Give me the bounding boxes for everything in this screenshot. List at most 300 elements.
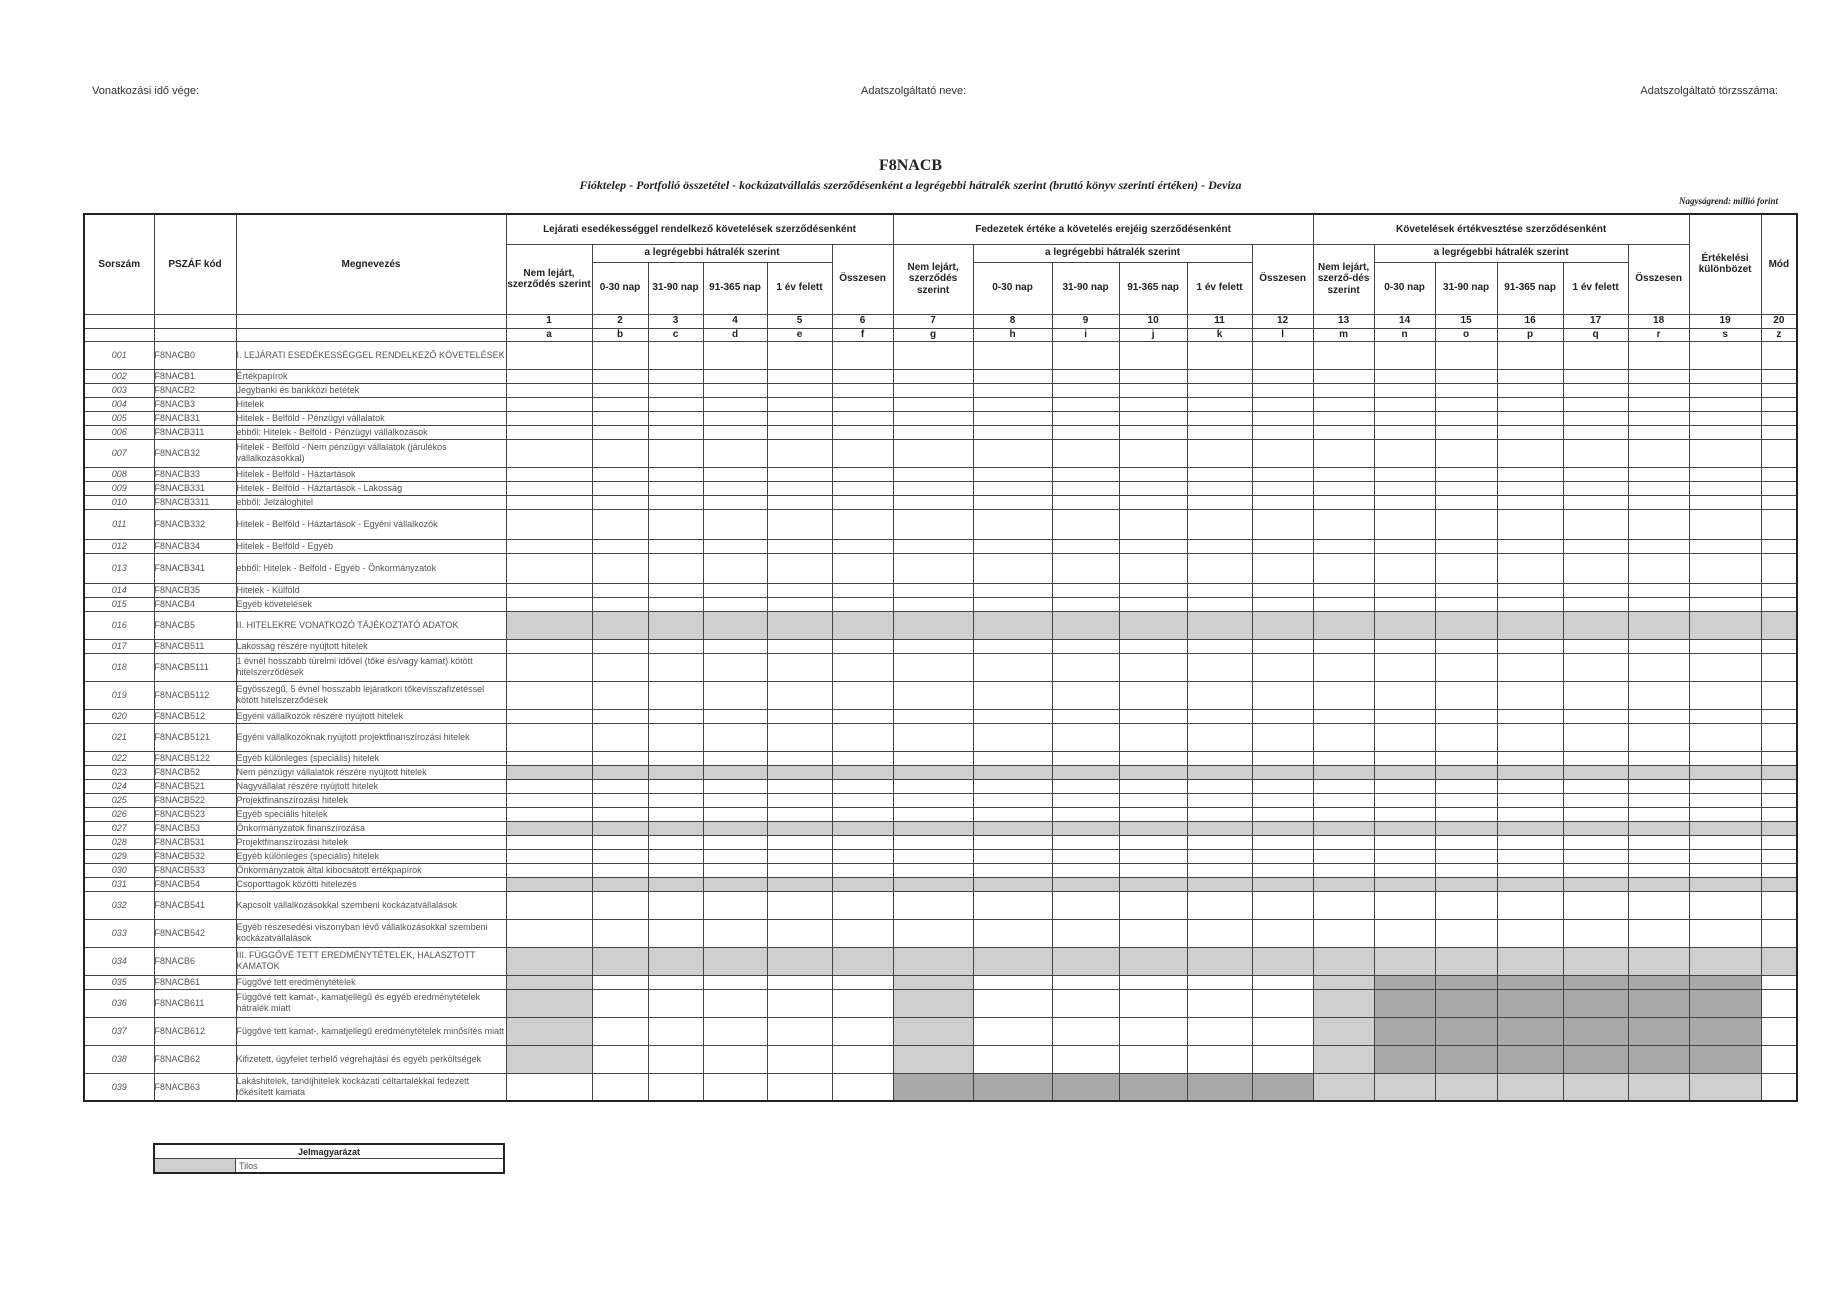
value-cell[interactable] xyxy=(592,509,648,539)
value-cell[interactable] xyxy=(592,597,648,611)
value-cell[interactable] xyxy=(1252,849,1313,863)
value-cell[interactable] xyxy=(1252,835,1313,849)
value-cell[interactable] xyxy=(1563,553,1628,583)
value-cell[interactable] xyxy=(832,751,893,765)
value-cell[interactable] xyxy=(1187,583,1252,597)
value-cell[interactable] xyxy=(1374,411,1435,425)
value-cell[interactable] xyxy=(832,1045,893,1073)
value-cell[interactable] xyxy=(1761,495,1797,509)
value-cell[interactable] xyxy=(506,863,592,877)
value-cell[interactable] xyxy=(1435,509,1497,539)
value-cell[interactable] xyxy=(703,779,767,793)
value-cell[interactable] xyxy=(1313,481,1374,495)
value-cell[interactable] xyxy=(832,975,893,989)
value-cell[interactable] xyxy=(1628,639,1689,653)
value-cell[interactable] xyxy=(1497,439,1563,467)
value-cell[interactable] xyxy=(506,383,592,397)
value-cell[interactable] xyxy=(1119,653,1187,681)
value-cell[interactable] xyxy=(1119,583,1187,597)
value-cell[interactable] xyxy=(592,989,648,1017)
value-cell[interactable] xyxy=(1374,369,1435,383)
value-cell[interactable] xyxy=(1689,849,1761,863)
value-cell[interactable] xyxy=(703,467,767,481)
value-cell[interactable] xyxy=(1252,539,1313,553)
value-cell[interactable] xyxy=(703,653,767,681)
value-cell[interactable] xyxy=(1563,481,1628,495)
value-cell[interactable] xyxy=(592,681,648,709)
value-cell[interactable] xyxy=(1313,639,1374,653)
value-cell[interactable] xyxy=(1187,807,1252,821)
value-cell[interactable] xyxy=(1187,509,1252,539)
value-cell[interactable] xyxy=(1689,467,1761,481)
value-cell[interactable] xyxy=(1497,863,1563,877)
value-cell[interactable] xyxy=(1119,891,1187,919)
value-cell[interactable] xyxy=(592,975,648,989)
value-cell[interactable] xyxy=(1313,467,1374,481)
value-cell[interactable] xyxy=(1628,383,1689,397)
value-cell[interactable] xyxy=(1187,341,1252,369)
value-cell[interactable] xyxy=(1761,539,1797,553)
value-cell[interactable] xyxy=(1497,383,1563,397)
value-cell[interactable] xyxy=(832,341,893,369)
value-cell[interactable] xyxy=(1689,723,1761,751)
value-cell[interactable] xyxy=(1563,509,1628,539)
value-cell[interactable] xyxy=(592,439,648,467)
value-cell[interactable] xyxy=(893,439,973,467)
value-cell[interactable] xyxy=(1689,779,1761,793)
value-cell[interactable] xyxy=(1435,439,1497,467)
value-cell[interactable] xyxy=(703,1073,767,1101)
value-cell[interactable] xyxy=(1497,583,1563,597)
value-cell[interactable] xyxy=(1374,539,1435,553)
value-cell[interactable] xyxy=(1628,807,1689,821)
value-cell[interactable] xyxy=(1052,849,1119,863)
value-cell[interactable] xyxy=(1563,383,1628,397)
value-cell[interactable] xyxy=(592,383,648,397)
value-cell[interactable] xyxy=(648,583,703,597)
value-cell[interactable] xyxy=(1187,467,1252,481)
value-cell[interactable] xyxy=(1689,383,1761,397)
value-cell[interactable] xyxy=(1497,539,1563,553)
value-cell[interactable] xyxy=(1374,509,1435,539)
value-cell[interactable] xyxy=(506,751,592,765)
value-cell[interactable] xyxy=(1052,807,1119,821)
value-cell[interactable] xyxy=(1374,583,1435,597)
value-cell[interactable] xyxy=(592,341,648,369)
value-cell[interactable] xyxy=(1435,849,1497,863)
value-cell[interactable] xyxy=(893,425,973,439)
value-cell[interactable] xyxy=(1374,835,1435,849)
value-cell[interactable] xyxy=(1119,723,1187,751)
value-cell[interactable] xyxy=(1563,807,1628,821)
value-cell[interactable] xyxy=(703,539,767,553)
value-cell[interactable] xyxy=(1497,553,1563,583)
value-cell[interactable] xyxy=(1761,681,1797,709)
value-cell[interactable] xyxy=(767,341,832,369)
value-cell[interactable] xyxy=(973,411,1052,425)
value-cell[interactable] xyxy=(767,779,832,793)
value-cell[interactable] xyxy=(592,411,648,425)
value-cell[interactable] xyxy=(1052,891,1119,919)
value-cell[interactable] xyxy=(1628,425,1689,439)
value-cell[interactable] xyxy=(832,989,893,1017)
value-cell[interactable] xyxy=(506,509,592,539)
value-cell[interactable] xyxy=(1628,891,1689,919)
value-cell[interactable] xyxy=(1052,639,1119,653)
value-cell[interactable] xyxy=(1052,989,1119,1017)
value-cell[interactable] xyxy=(1313,849,1374,863)
value-cell[interactable] xyxy=(893,495,973,509)
value-cell[interactable] xyxy=(1628,509,1689,539)
value-cell[interactable] xyxy=(506,653,592,681)
value-cell[interactable] xyxy=(592,369,648,383)
value-cell[interactable] xyxy=(832,723,893,751)
value-cell[interactable] xyxy=(767,709,832,723)
value-cell[interactable] xyxy=(1252,467,1313,481)
value-cell[interactable] xyxy=(648,509,703,539)
value-cell[interactable] xyxy=(1052,539,1119,553)
value-cell[interactable] xyxy=(1313,397,1374,411)
value-cell[interactable] xyxy=(1761,553,1797,583)
value-cell[interactable] xyxy=(1052,681,1119,709)
value-cell[interactable] xyxy=(1689,709,1761,723)
value-cell[interactable] xyxy=(1761,793,1797,807)
value-cell[interactable] xyxy=(1313,681,1374,709)
value-cell[interactable] xyxy=(592,467,648,481)
value-cell[interactable] xyxy=(1435,583,1497,597)
value-cell[interactable] xyxy=(832,919,893,947)
value-cell[interactable] xyxy=(1052,975,1119,989)
value-cell[interactable] xyxy=(832,583,893,597)
value-cell[interactable] xyxy=(1628,439,1689,467)
value-cell[interactable] xyxy=(1252,639,1313,653)
value-cell[interactable] xyxy=(973,467,1052,481)
value-cell[interactable] xyxy=(973,509,1052,539)
value-cell[interactable] xyxy=(703,397,767,411)
value-cell[interactable] xyxy=(1689,597,1761,611)
value-cell[interactable] xyxy=(592,807,648,821)
value-cell[interactable] xyxy=(648,863,703,877)
value-cell[interactable] xyxy=(767,481,832,495)
value-cell[interactable] xyxy=(1628,397,1689,411)
value-cell[interactable] xyxy=(1689,639,1761,653)
value-cell[interactable] xyxy=(1761,849,1797,863)
value-cell[interactable] xyxy=(832,863,893,877)
value-cell[interactable] xyxy=(893,891,973,919)
value-cell[interactable] xyxy=(1187,481,1252,495)
value-cell[interactable] xyxy=(832,509,893,539)
value-cell[interactable] xyxy=(1761,1017,1797,1045)
value-cell[interactable] xyxy=(832,439,893,467)
value-cell[interactable] xyxy=(1374,709,1435,723)
value-cell[interactable] xyxy=(592,751,648,765)
value-cell[interactable] xyxy=(1563,709,1628,723)
value-cell[interactable] xyxy=(1497,397,1563,411)
value-cell[interactable] xyxy=(648,835,703,849)
value-cell[interactable] xyxy=(1313,653,1374,681)
value-cell[interactable] xyxy=(1187,425,1252,439)
value-cell[interactable] xyxy=(703,411,767,425)
value-cell[interactable] xyxy=(1119,495,1187,509)
value-cell[interactable] xyxy=(1252,495,1313,509)
value-cell[interactable] xyxy=(1187,723,1252,751)
value-cell[interactable] xyxy=(832,849,893,863)
value-cell[interactable] xyxy=(767,553,832,583)
value-cell[interactable] xyxy=(703,975,767,989)
value-cell[interactable] xyxy=(1119,807,1187,821)
value-cell[interactable] xyxy=(648,425,703,439)
value-cell[interactable] xyxy=(1563,597,1628,611)
value-cell[interactable] xyxy=(1374,653,1435,681)
value-cell[interactable] xyxy=(1119,467,1187,481)
value-cell[interactable] xyxy=(1119,341,1187,369)
value-cell[interactable] xyxy=(1689,891,1761,919)
value-cell[interactable] xyxy=(973,397,1052,411)
value-cell[interactable] xyxy=(1313,539,1374,553)
value-cell[interactable] xyxy=(703,439,767,467)
value-cell[interactable] xyxy=(1052,495,1119,509)
value-cell[interactable] xyxy=(1252,863,1313,877)
value-cell[interactable] xyxy=(973,653,1052,681)
value-cell[interactable] xyxy=(703,723,767,751)
value-cell[interactable] xyxy=(1187,793,1252,807)
value-cell[interactable] xyxy=(703,583,767,597)
value-cell[interactable] xyxy=(648,439,703,467)
value-cell[interactable] xyxy=(1119,793,1187,807)
value-cell[interactable] xyxy=(648,681,703,709)
value-cell[interactable] xyxy=(1119,481,1187,495)
value-cell[interactable] xyxy=(1252,779,1313,793)
value-cell[interactable] xyxy=(1252,751,1313,765)
value-cell[interactable] xyxy=(1563,919,1628,947)
value-cell[interactable] xyxy=(1374,553,1435,583)
value-cell[interactable] xyxy=(893,681,973,709)
value-cell[interactable] xyxy=(973,989,1052,1017)
value-cell[interactable] xyxy=(1119,779,1187,793)
value-cell[interactable] xyxy=(1435,383,1497,397)
value-cell[interactable] xyxy=(506,793,592,807)
value-cell[interactable] xyxy=(1563,835,1628,849)
value-cell[interactable] xyxy=(1689,807,1761,821)
value-cell[interactable] xyxy=(1497,597,1563,611)
value-cell[interactable] xyxy=(1187,779,1252,793)
value-cell[interactable] xyxy=(1563,369,1628,383)
value-cell[interactable] xyxy=(1313,919,1374,947)
value-cell[interactable] xyxy=(1563,425,1628,439)
value-cell[interactable] xyxy=(1761,723,1797,751)
value-cell[interactable] xyxy=(1761,439,1797,467)
value-cell[interactable] xyxy=(1187,835,1252,849)
value-cell[interactable] xyxy=(703,369,767,383)
value-cell[interactable] xyxy=(973,1017,1052,1045)
value-cell[interactable] xyxy=(703,807,767,821)
value-cell[interactable] xyxy=(648,975,703,989)
value-cell[interactable] xyxy=(767,975,832,989)
value-cell[interactable] xyxy=(1761,383,1797,397)
value-cell[interactable] xyxy=(1435,341,1497,369)
value-cell[interactable] xyxy=(648,1045,703,1073)
value-cell[interactable] xyxy=(1628,553,1689,583)
value-cell[interactable] xyxy=(1052,751,1119,765)
value-cell[interactable] xyxy=(1497,369,1563,383)
value-cell[interactable] xyxy=(893,397,973,411)
value-cell[interactable] xyxy=(592,653,648,681)
value-cell[interactable] xyxy=(893,383,973,397)
value-cell[interactable] xyxy=(592,639,648,653)
value-cell[interactable] xyxy=(1497,835,1563,849)
value-cell[interactable] xyxy=(1689,397,1761,411)
value-cell[interactable] xyxy=(767,793,832,807)
value-cell[interactable] xyxy=(506,539,592,553)
value-cell[interactable] xyxy=(1374,439,1435,467)
value-cell[interactable] xyxy=(832,553,893,583)
value-cell[interactable] xyxy=(1374,341,1435,369)
value-cell[interactable] xyxy=(703,681,767,709)
value-cell[interactable] xyxy=(973,751,1052,765)
value-cell[interactable] xyxy=(1119,639,1187,653)
value-cell[interactable] xyxy=(767,919,832,947)
value-cell[interactable] xyxy=(832,779,893,793)
value-cell[interactable] xyxy=(1689,539,1761,553)
value-cell[interactable] xyxy=(893,835,973,849)
value-cell[interactable] xyxy=(1435,919,1497,947)
value-cell[interactable] xyxy=(1689,369,1761,383)
value-cell[interactable] xyxy=(648,751,703,765)
value-cell[interactable] xyxy=(506,439,592,467)
value-cell[interactable] xyxy=(1563,891,1628,919)
value-cell[interactable] xyxy=(1252,481,1313,495)
value-cell[interactable] xyxy=(1563,467,1628,481)
value-cell[interactable] xyxy=(1628,411,1689,425)
value-cell[interactable] xyxy=(1052,919,1119,947)
value-cell[interactable] xyxy=(506,553,592,583)
value-cell[interactable] xyxy=(1313,411,1374,425)
value-cell[interactable] xyxy=(973,341,1052,369)
value-cell[interactable] xyxy=(703,849,767,863)
value-cell[interactable] xyxy=(1187,597,1252,611)
value-cell[interactable] xyxy=(973,723,1052,751)
value-cell[interactable] xyxy=(1119,975,1187,989)
value-cell[interactable] xyxy=(506,495,592,509)
value-cell[interactable] xyxy=(1119,539,1187,553)
value-cell[interactable] xyxy=(648,495,703,509)
value-cell[interactable] xyxy=(648,1017,703,1045)
value-cell[interactable] xyxy=(893,723,973,751)
value-cell[interactable] xyxy=(1689,653,1761,681)
value-cell[interactable] xyxy=(973,681,1052,709)
value-cell[interactable] xyxy=(1119,1045,1187,1073)
value-cell[interactable] xyxy=(1252,411,1313,425)
value-cell[interactable] xyxy=(1252,1045,1313,1073)
value-cell[interactable] xyxy=(973,1045,1052,1073)
value-cell[interactable] xyxy=(506,583,592,597)
value-cell[interactable] xyxy=(592,1073,648,1101)
value-cell[interactable] xyxy=(1052,369,1119,383)
value-cell[interactable] xyxy=(1313,835,1374,849)
value-cell[interactable] xyxy=(893,597,973,611)
value-cell[interactable] xyxy=(1497,639,1563,653)
value-cell[interactable] xyxy=(767,1017,832,1045)
value-cell[interactable] xyxy=(1119,863,1187,877)
value-cell[interactable] xyxy=(1313,863,1374,877)
value-cell[interactable] xyxy=(506,849,592,863)
value-cell[interactable] xyxy=(1435,793,1497,807)
value-cell[interactable] xyxy=(703,751,767,765)
value-cell[interactable] xyxy=(1628,653,1689,681)
value-cell[interactable] xyxy=(506,397,592,411)
value-cell[interactable] xyxy=(1628,481,1689,495)
value-cell[interactable] xyxy=(1374,793,1435,807)
value-cell[interactable] xyxy=(1313,597,1374,611)
value-cell[interactable] xyxy=(767,467,832,481)
value-cell[interactable] xyxy=(973,539,1052,553)
value-cell[interactable] xyxy=(1187,397,1252,411)
value-cell[interactable] xyxy=(1313,723,1374,751)
value-cell[interactable] xyxy=(1628,849,1689,863)
value-cell[interactable] xyxy=(1563,495,1628,509)
value-cell[interactable] xyxy=(1052,411,1119,425)
value-cell[interactable] xyxy=(506,597,592,611)
value-cell[interactable] xyxy=(703,1045,767,1073)
value-cell[interactable] xyxy=(506,369,592,383)
value-cell[interactable] xyxy=(1497,723,1563,751)
value-cell[interactable] xyxy=(1563,723,1628,751)
value-cell[interactable] xyxy=(1374,597,1435,611)
value-cell[interactable] xyxy=(703,835,767,849)
value-cell[interactable] xyxy=(973,793,1052,807)
value-cell[interactable] xyxy=(1119,681,1187,709)
value-cell[interactable] xyxy=(1435,425,1497,439)
value-cell[interactable] xyxy=(1252,793,1313,807)
value-cell[interactable] xyxy=(1119,383,1187,397)
value-cell[interactable] xyxy=(506,723,592,751)
value-cell[interactable] xyxy=(973,919,1052,947)
value-cell[interactable] xyxy=(1052,1045,1119,1073)
value-cell[interactable] xyxy=(1052,653,1119,681)
value-cell[interactable] xyxy=(973,975,1052,989)
value-cell[interactable] xyxy=(1187,369,1252,383)
value-cell[interactable] xyxy=(703,891,767,919)
value-cell[interactable] xyxy=(1689,439,1761,467)
value-cell[interactable] xyxy=(1119,919,1187,947)
value-cell[interactable] xyxy=(648,539,703,553)
value-cell[interactable] xyxy=(703,341,767,369)
value-cell[interactable] xyxy=(832,425,893,439)
value-cell[interactable] xyxy=(1689,495,1761,509)
value-cell[interactable] xyxy=(832,411,893,425)
value-cell[interactable] xyxy=(703,863,767,877)
value-cell[interactable] xyxy=(832,1017,893,1045)
value-cell[interactable] xyxy=(1052,509,1119,539)
value-cell[interactable] xyxy=(1435,369,1497,383)
value-cell[interactable] xyxy=(1119,835,1187,849)
value-cell[interactable] xyxy=(506,425,592,439)
value-cell[interactable] xyxy=(1119,369,1187,383)
value-cell[interactable] xyxy=(767,583,832,597)
value-cell[interactable] xyxy=(1187,863,1252,877)
value-cell[interactable] xyxy=(1052,553,1119,583)
value-cell[interactable] xyxy=(1252,709,1313,723)
value-cell[interactable] xyxy=(506,919,592,947)
value-cell[interactable] xyxy=(1435,779,1497,793)
value-cell[interactable] xyxy=(1628,723,1689,751)
value-cell[interactable] xyxy=(1435,863,1497,877)
value-cell[interactable] xyxy=(1628,919,1689,947)
value-cell[interactable] xyxy=(1252,341,1313,369)
value-cell[interactable] xyxy=(893,653,973,681)
value-cell[interactable] xyxy=(1689,553,1761,583)
value-cell[interactable] xyxy=(1628,341,1689,369)
